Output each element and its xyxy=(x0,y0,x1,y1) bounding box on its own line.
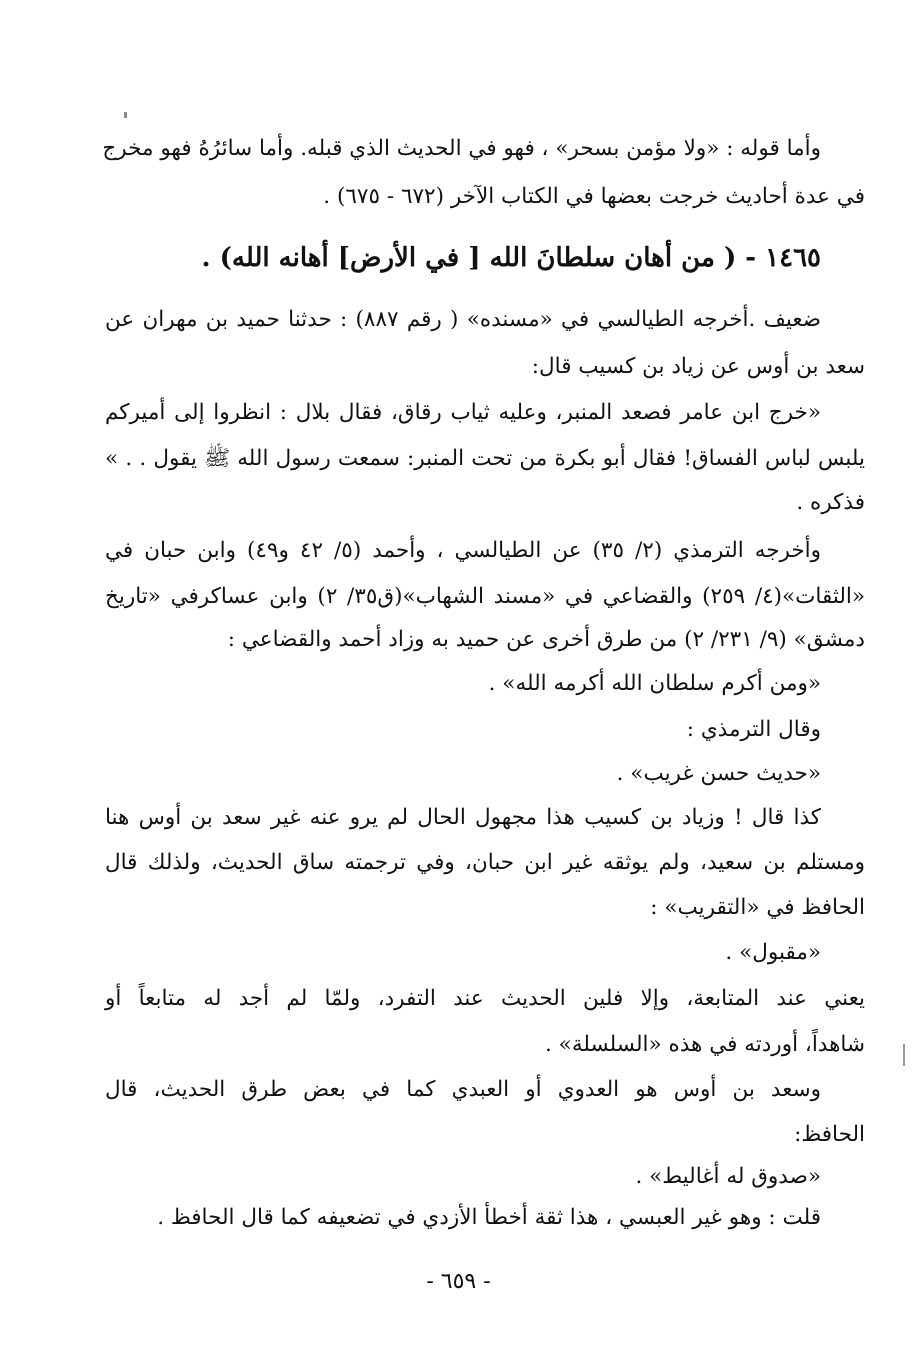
quote-line-4: «حديث حسن غريب» . xyxy=(616,761,821,786)
paragraph-line-1: وأما قوله : «ولا مؤمن بسحر» ، فهو في الحديث الذي قبله. وأما سائرُهُ فهو مخرج xyxy=(102,136,821,161)
paragraph-line-19: يعني عند المتابعة، وإلا فلين الحديث عند التفرد، ولمّا لم أجد له متابعاً أو xyxy=(105,986,865,1011)
quote-line-2: يلبس لباس الفساق! فقال أبو بكرة من تحت المنبر: سمعت رسول الله ﷺ يقول . . » xyxy=(105,446,865,471)
scan-speck xyxy=(124,112,127,118)
paragraph-line-22: الحافظ: xyxy=(794,1122,865,1147)
quote-line-1: «خرج ابن عامر فصعد المنبر، وعليه ثياب رقاق، فقال بلال : انظروا إلى أميركم xyxy=(105,400,821,425)
paragraph-line-21: وسعد بن أوس هو العدوي أو العبدي كما في بعض طرق الحديث، قال xyxy=(105,1077,821,1102)
paragraph-line-13: وقال الترمذي : xyxy=(686,717,821,742)
quote-line-5: «مقبول» . xyxy=(725,940,821,965)
quote-line-6: «صدوق له أغاليط» . xyxy=(635,1164,821,1189)
paragraph-line-20: شاهداً، أوردته في هذه «السلسلة» . xyxy=(545,1032,865,1057)
paragraph-line-10: «الثقات»(٤/ ٢٥٩) والقضاعي في «مسند الشهاب»(ق٣٥/ ٢) وابن عساكرفي «تاريخ xyxy=(105,584,866,609)
page-number: - ٦٥٩ - xyxy=(426,1269,491,1294)
paragraph-line-15: كذا قال ! وزياد بن كسيب هذا مجهول الحال لم يرو عنه غير سعد بن أوس هنا xyxy=(105,805,821,830)
paragraph-line-9: وأخرجه الترمذي (٢/ ٣٥) عن الطيالسي ، وأحمد (٥/ ٤٢ و٤٩) وابن حبان في xyxy=(105,538,822,563)
paragraph-line-17: الحافظ في «التقريب» : xyxy=(650,895,865,920)
scan-margin-mark xyxy=(903,1044,905,1066)
hadith-heading: ١٤٦٥ - ( من أهان سلطانَ الله [ في الأرض] أهانه الله) . xyxy=(201,243,821,273)
paragraph-line-2: في عدة أحاديث خرجت بعضها في الكتاب الآخر (٦٧٢ - ٦٧٥) . xyxy=(323,184,865,209)
paragraph-line-16: ومستلم بن سعيد، ولم يوثقه غير ابن حبان، وفي ترجمته ساق الحديث، ولذلك قال xyxy=(105,850,865,875)
quote-line-3: «ومن أكرم سلطان الله أكرمه الله» . xyxy=(488,671,821,696)
paragraph-line-4: ضعيف .أخرجه الطيالسي في «مسنده» ( رقم ٨٨٧) : حدثنا حميد بن مهران عن xyxy=(105,307,822,332)
paragraph-line-5: سعد بن أوس عن زياد بن كسيب قال: xyxy=(531,354,865,379)
paragraph-line-24: قلت : وهو غير العبسي ، هذا ثقة أخطأ الأزدي في تضعيفه كما قال الحافظ . xyxy=(157,1205,821,1230)
paragraph-line-8: فذكره . xyxy=(796,490,865,515)
paragraph-line-11: دمشق» (٩/ ٢٣١/ ٢) من طرق أخرى عن حميد به وزاد أحمد والقضاعي : xyxy=(227,627,865,652)
